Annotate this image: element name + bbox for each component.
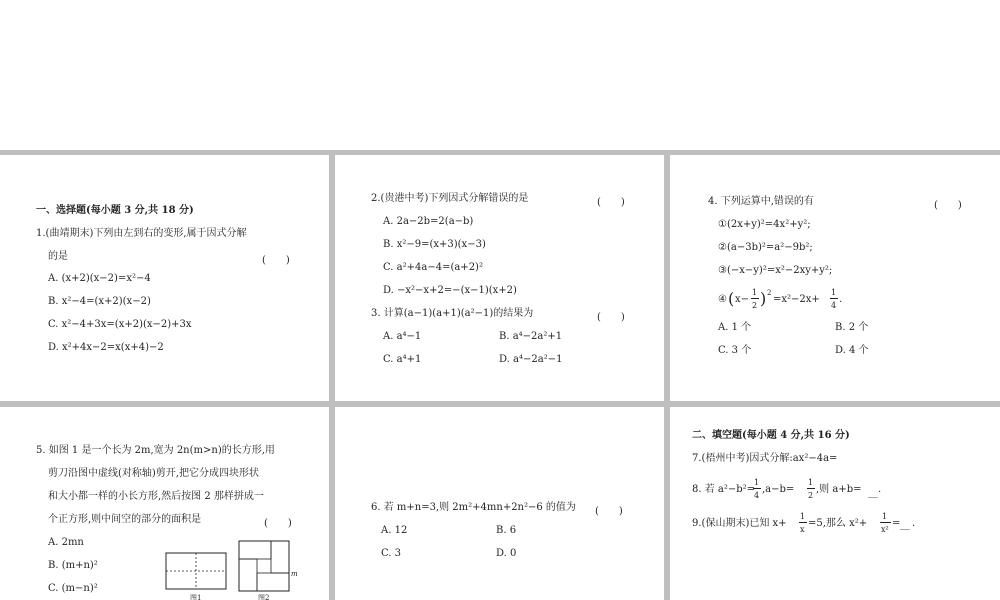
q9-fraction-bar2 [880, 522, 891, 523]
q9-num2: 1 [882, 512, 888, 521]
q8-num2: 1 [808, 478, 814, 487]
q3-option-c: C. a⁴+1 [383, 354, 422, 365]
q1-option-d: D. x²+4x−2=x(x+4)−2 [48, 342, 164, 353]
q4-item-4-den: 2 [752, 301, 758, 310]
q9-fraction-bar1 [799, 522, 807, 523]
q3-option-d: D. a⁴−2a²−1 [499, 354, 563, 365]
q4-item-4-lparen: ( [728, 289, 735, 308]
q1-answer-paren: ( ) [262, 255, 290, 266]
q8-part-a: 8. 若 a²−b²= [692, 484, 756, 495]
q9-den1: x [800, 525, 805, 534]
figure-2-caption: 图2 [258, 594, 270, 600]
figure-2-square [238, 540, 290, 592]
q2-option-b: B. x²−9=(x+3)(x−3) [383, 239, 486, 250]
card-question-6 [335, 407, 664, 600]
section-title-fill: 二、填空题(每小题 4 分,共 16 分) [692, 430, 850, 441]
q7-text: 7.(梧州中考)因式分解:ax²−4a= [692, 453, 838, 464]
q8-fraction-bar2 [807, 488, 815, 489]
q1-option-b: B. x²−4=(x+2)(x−2) [48, 296, 151, 307]
q4-item-3: ③(−x−y)²=x²−2xy+y²; [718, 265, 833, 276]
card-question-4 [670, 155, 1000, 401]
q4-item-4-num: 1 [752, 288, 758, 297]
q8-end: . [878, 484, 882, 495]
q5-text-line1: 5. 如图 1 是一个长为 2m,宽为 2n(m>n)的长方形,用 [36, 445, 275, 456]
q9-text [692, 511, 992, 537]
section-title-choice: 一、选择题(每小题 3 分,共 18 分) [36, 205, 194, 216]
q2-option-c: C. a²+4a−4=(a+2)² [383, 262, 483, 273]
q8-num1: 1 [754, 478, 760, 487]
q6-option-c: C. 3 [381, 548, 402, 559]
q6-option-d: D. 0 [496, 548, 517, 559]
q4-item-4-fraction-bar2 [830, 298, 838, 299]
q2-text: 2.(贵港中考)下列因式分解错误的是 [371, 193, 529, 204]
q4-option-d: D. 4 个 [835, 345, 869, 356]
q9-part-b: =5,那么 x²+ [808, 518, 868, 529]
q4-text: 4. 下列运算中,错误的有 [708, 196, 814, 207]
q1-option-c: C. x²−4+3x=(x+2)(x−2)+3x [48, 319, 192, 330]
q6-text: 6. 若 m+n=3,则 2m²+4mn+2n²−6 的值为 [371, 502, 576, 513]
q4-item-4-fraction-bar [751, 298, 759, 299]
q9-num1: 1 [800, 512, 806, 521]
q3-answer-paren: ( ) [597, 312, 625, 323]
q8-text [692, 477, 992, 503]
q9-end: . [912, 518, 916, 529]
q3-text: 3. 计算(a−1)(a+1)(a²−1)的结果为 [371, 308, 534, 319]
q4-option-c: C. 3 个 [718, 345, 752, 356]
q4-item-4 [718, 287, 918, 313]
q4-item-4-rest: =x²−2x+ [773, 294, 820, 305]
q8-den1: 4 [754, 491, 760, 500]
q9-answer-blank: __ [900, 519, 910, 530]
q4-item-4-num2: 1 [831, 288, 837, 297]
q8-den2: 2 [808, 491, 814, 500]
q8-answer-blank: __ [868, 487, 878, 498]
q5-option-b: B. (m+n)² [48, 560, 98, 571]
figure-1-caption: 图1 [190, 594, 202, 600]
q9-den2: x² [881, 525, 889, 534]
q8-fraction-bar1 [753, 488, 761, 489]
q4-option-b: B. 2 个 [835, 322, 869, 333]
q5-answer-paren: ( ) [264, 518, 292, 529]
figure-1-rectangle [165, 552, 227, 590]
q8-part-c: ,则 a+b= [816, 484, 862, 495]
q4-item-4-den2: 4 [831, 301, 837, 310]
figure-2-side-label: m [291, 570, 298, 578]
q6-option-a: A. 12 [381, 525, 408, 536]
q4-item-4-x: x− [735, 294, 750, 305]
q4-option-a: A. 1 个 [718, 322, 752, 333]
q4-item-2: ②(a−3b)²=a²−9b²; [718, 242, 813, 253]
q3-option-a: A. a⁴−1 [383, 331, 422, 342]
q2-option-d: D. −x²−x+2=−(x−1)(x+2) [383, 285, 517, 296]
q5-text-line2: 剪刀沿图中虚线(对称轴)剪开,把它分成四块形状 [48, 468, 259, 479]
q5-text-line4: 个正方形,则中间空的部分的面积是 [48, 514, 202, 525]
q5-option-a: A. 2mn [48, 537, 84, 548]
q1-text-line2: 的是 [48, 251, 68, 262]
q4-answer-paren: ( ) [934, 200, 962, 211]
card-question-1 [0, 155, 329, 401]
q1-option-a: A. (x+2)(x−2)=x²−4 [48, 273, 151, 284]
q4-item-4-rparen: ) [760, 289, 767, 308]
q2-option-a: A. 2a−2b=2(a−b) [383, 216, 474, 227]
q4-item-4-marker: ④ [718, 294, 727, 305]
q5-option-c: C. (m−n)² [48, 583, 98, 594]
q8-part-b: ,a−b= [762, 484, 795, 495]
q1-text-line1: 1.(曲靖期末)下列由左到右的变形,属于因式分解 [36, 228, 247, 239]
q5-text-line3: 和大小都一样的小长方形,然后按图 2 那样拼成一 [48, 491, 264, 502]
q4-item-4-exp: 2 [767, 289, 772, 297]
q9-part-c: = [892, 518, 901, 529]
q9-part-a: 9.(保山期末)已知 x+ [692, 518, 787, 529]
q4-item-1: ①(2x+y)²=4x²+y²; [718, 219, 811, 230]
q3-option-b: B. a⁴−2a²+1 [499, 331, 563, 342]
card-question-2-3 [335, 155, 664, 401]
q6-option-b: B. 6 [496, 525, 517, 536]
q4-item-4-end: . [839, 294, 843, 305]
card-question-5 [0, 407, 329, 600]
q6-answer-paren: ( ) [595, 506, 623, 517]
q2-answer-paren: ( ) [597, 197, 625, 208]
card-fill-in [670, 407, 1000, 600]
